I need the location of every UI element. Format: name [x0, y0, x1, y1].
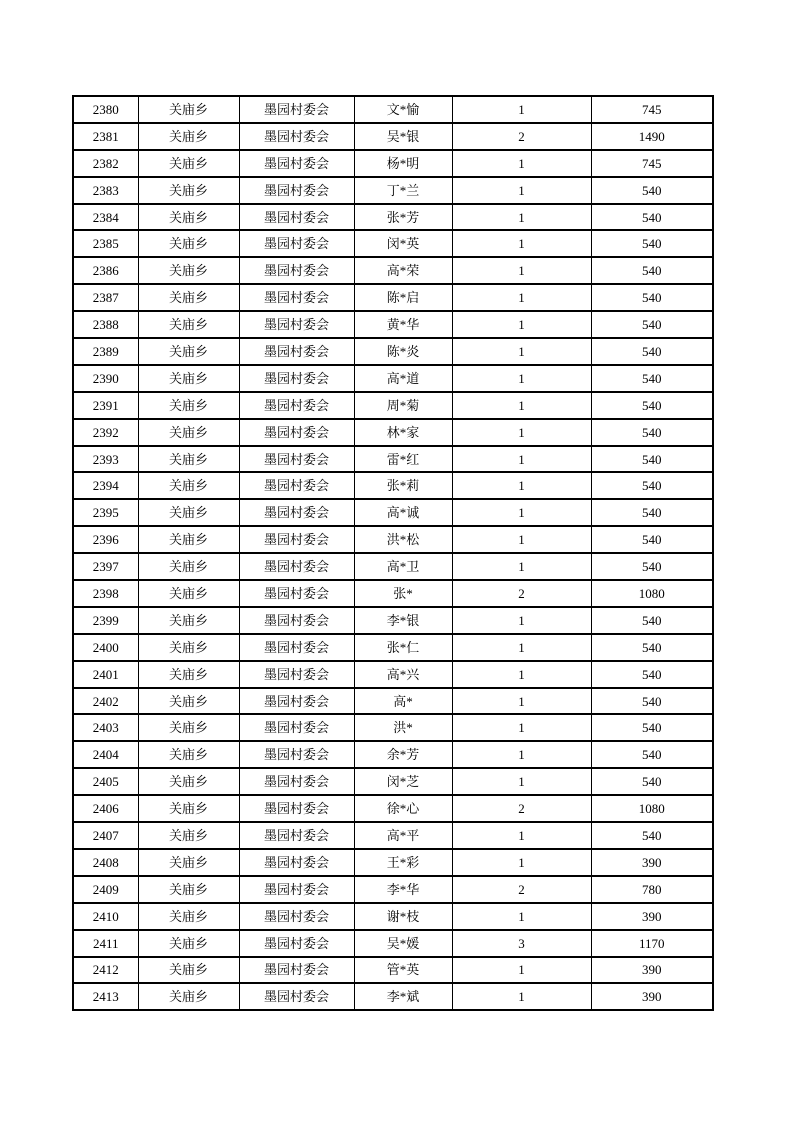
count-cell: 2 [452, 580, 591, 607]
township-cell: 关庙乡 [138, 876, 239, 903]
village-committee-cell: 墨园村委会 [239, 338, 354, 365]
township-cell: 关庙乡 [138, 768, 239, 795]
serial-number-cell: 2411 [73, 930, 138, 957]
serial-number-cell: 2393 [73, 446, 138, 473]
township-cell: 关庙乡 [138, 392, 239, 419]
township-cell: 关庙乡 [138, 688, 239, 715]
township-cell: 关庙乡 [138, 311, 239, 338]
amount-cell: 1490 [591, 123, 713, 150]
count-cell: 1 [452, 311, 591, 338]
table-row [73, 419, 713, 446]
serial-number-cell: 2387 [73, 284, 138, 311]
table-row [73, 661, 713, 688]
serial-number-cell: 2410 [73, 903, 138, 930]
count-cell: 1 [452, 607, 591, 634]
count-cell: 1 [452, 230, 591, 257]
amount-cell: 540 [591, 634, 713, 661]
table-row [73, 876, 713, 903]
count-cell: 1 [452, 150, 591, 177]
amount-cell: 540 [591, 661, 713, 688]
person-name-cell: 李*华 [354, 876, 452, 903]
person-name-cell: 林*家 [354, 419, 452, 446]
person-name-cell: 张*仁 [354, 634, 452, 661]
count-cell: 1 [452, 849, 591, 876]
person-name-cell: 雷*红 [354, 446, 452, 473]
count-cell: 1 [452, 472, 591, 499]
township-cell: 关庙乡 [138, 96, 239, 123]
count-cell: 2 [452, 876, 591, 903]
table-row [73, 257, 713, 284]
village-committee-cell: 墨园村委会 [239, 499, 354, 526]
serial-number-cell: 2399 [73, 607, 138, 634]
amount-cell: 540 [591, 446, 713, 473]
table-row [73, 714, 713, 741]
amount-cell: 540 [591, 257, 713, 284]
person-name-cell: 王*彩 [354, 849, 452, 876]
count-cell: 1 [452, 96, 591, 123]
person-name-cell: 杨*明 [354, 150, 452, 177]
village-committee-cell: 墨园村委会 [239, 419, 354, 446]
amount-cell: 390 [591, 983, 713, 1010]
village-committee-cell: 墨园村委会 [239, 204, 354, 231]
table-row [73, 150, 713, 177]
person-name-cell: 谢*枝 [354, 903, 452, 930]
person-name-cell: 高*诚 [354, 499, 452, 526]
serial-number-cell: 2396 [73, 526, 138, 553]
serial-number-cell: 2406 [73, 795, 138, 822]
township-cell: 关庙乡 [138, 150, 239, 177]
village-committee-cell: 墨园村委会 [239, 957, 354, 984]
amount-cell: 540 [591, 607, 713, 634]
count-cell: 1 [452, 365, 591, 392]
person-name-cell: 张*莉 [354, 472, 452, 499]
person-name-cell: 管*英 [354, 957, 452, 984]
amount-cell: 1080 [591, 795, 713, 822]
amount-cell: 540 [591, 419, 713, 446]
serial-number-cell: 2385 [73, 230, 138, 257]
township-cell: 关庙乡 [138, 930, 239, 957]
amount-cell: 540 [591, 365, 713, 392]
amount-cell: 390 [591, 957, 713, 984]
table-row [73, 230, 713, 257]
count-cell: 1 [452, 553, 591, 580]
table-row [73, 204, 713, 231]
village-committee-cell: 墨园村委会 [239, 526, 354, 553]
amount-cell: 540 [591, 284, 713, 311]
village-committee-cell: 墨园村委会 [239, 392, 354, 419]
table-row [73, 365, 713, 392]
count-cell: 1 [452, 446, 591, 473]
township-cell: 关庙乡 [138, 526, 239, 553]
village-committee-cell: 墨园村委会 [239, 580, 354, 607]
person-name-cell: 吴*媛 [354, 930, 452, 957]
table-row [73, 688, 713, 715]
amount-cell: 540 [591, 499, 713, 526]
village-committee-cell: 墨园村委会 [239, 123, 354, 150]
amount-cell: 540 [591, 553, 713, 580]
amount-cell: 540 [591, 688, 713, 715]
count-cell: 1 [452, 983, 591, 1010]
township-cell: 关庙乡 [138, 230, 239, 257]
village-committee-cell: 墨园村委会 [239, 284, 354, 311]
amount-cell: 390 [591, 903, 713, 930]
serial-number-cell: 2404 [73, 741, 138, 768]
village-committee-cell: 墨园村委会 [239, 661, 354, 688]
table-row [73, 553, 713, 580]
table-row [73, 580, 713, 607]
serial-number-cell: 2413 [73, 983, 138, 1010]
amount-cell: 540 [591, 338, 713, 365]
township-cell: 关庙乡 [138, 419, 239, 446]
count-cell: 2 [452, 795, 591, 822]
person-name-cell: 李*银 [354, 607, 452, 634]
table-row [73, 634, 713, 661]
township-cell: 关庙乡 [138, 257, 239, 284]
serial-number-cell: 2392 [73, 419, 138, 446]
table-row [73, 311, 713, 338]
village-committee-cell: 墨园村委会 [239, 849, 354, 876]
count-cell: 1 [452, 419, 591, 446]
serial-number-cell: 2402 [73, 688, 138, 715]
township-cell: 关庙乡 [138, 741, 239, 768]
amount-cell: 745 [591, 96, 713, 123]
person-name-cell: 洪*松 [354, 526, 452, 553]
table-row [73, 177, 713, 204]
person-name-cell: 高* [354, 688, 452, 715]
village-committee-cell: 墨园村委会 [239, 741, 354, 768]
table-row [73, 499, 713, 526]
table-row [73, 472, 713, 499]
table-row [73, 822, 713, 849]
village-committee-cell: 墨园村委会 [239, 634, 354, 661]
village-committee-cell: 墨园村委会 [239, 553, 354, 580]
table-row [73, 957, 713, 984]
table-row [73, 284, 713, 311]
table-row [73, 930, 713, 957]
amount-cell: 780 [591, 876, 713, 903]
count-cell: 1 [452, 688, 591, 715]
table-row [73, 446, 713, 473]
village-committee-cell: 墨园村委会 [239, 795, 354, 822]
person-name-cell: 余*芳 [354, 741, 452, 768]
serial-number-cell: 2386 [73, 257, 138, 284]
count-cell: 1 [452, 526, 591, 553]
serial-number-cell: 2384 [73, 204, 138, 231]
person-name-cell: 陈*炎 [354, 338, 452, 365]
table-row [73, 338, 713, 365]
village-committee-cell: 墨园村委会 [239, 446, 354, 473]
village-committee-cell: 墨园村委会 [239, 150, 354, 177]
count-cell: 1 [452, 338, 591, 365]
table-row [73, 849, 713, 876]
village-committee-cell: 墨园村委会 [239, 714, 354, 741]
township-cell: 关庙乡 [138, 499, 239, 526]
count-cell: 1 [452, 957, 591, 984]
person-name-cell: 徐*心 [354, 795, 452, 822]
count-cell: 3 [452, 930, 591, 957]
table-row [73, 392, 713, 419]
township-cell: 关庙乡 [138, 957, 239, 984]
serial-number-cell: 2407 [73, 822, 138, 849]
amount-cell: 540 [591, 472, 713, 499]
township-cell: 关庙乡 [138, 607, 239, 634]
township-cell: 关庙乡 [138, 661, 239, 688]
count-cell: 1 [452, 661, 591, 688]
serial-number-cell: 2395 [73, 499, 138, 526]
count-cell: 1 [452, 177, 591, 204]
amount-cell: 540 [591, 526, 713, 553]
person-name-cell: 闵*芝 [354, 768, 452, 795]
village-committee-cell: 墨园村委会 [239, 876, 354, 903]
amount-cell: 1080 [591, 580, 713, 607]
township-cell: 关庙乡 [138, 472, 239, 499]
serial-number-cell: 2383 [73, 177, 138, 204]
amount-cell: 540 [591, 177, 713, 204]
village-committee-cell: 墨园村委会 [239, 177, 354, 204]
township-cell: 关庙乡 [138, 849, 239, 876]
township-cell: 关庙乡 [138, 714, 239, 741]
serial-number-cell: 2381 [73, 123, 138, 150]
serial-number-cell: 2400 [73, 634, 138, 661]
serial-number-cell: 2398 [73, 580, 138, 607]
township-cell: 关庙乡 [138, 338, 239, 365]
township-cell: 关庙乡 [138, 123, 239, 150]
person-name-cell: 闵*英 [354, 230, 452, 257]
serial-number-cell: 2409 [73, 876, 138, 903]
village-committee-cell: 墨园村委会 [239, 472, 354, 499]
serial-number-cell: 2389 [73, 338, 138, 365]
village-committee-cell: 墨园村委会 [239, 768, 354, 795]
table-row [73, 607, 713, 634]
subsidy-table-body [73, 96, 713, 1010]
village-committee-cell: 墨园村委会 [239, 607, 354, 634]
count-cell: 1 [452, 741, 591, 768]
village-committee-cell: 墨园村委会 [239, 688, 354, 715]
township-cell: 关庙乡 [138, 365, 239, 392]
village-committee-cell: 墨园村委会 [239, 230, 354, 257]
township-cell: 关庙乡 [138, 177, 239, 204]
amount-cell: 540 [591, 768, 713, 795]
serial-number-cell: 2380 [73, 96, 138, 123]
table-row [73, 795, 713, 822]
serial-number-cell: 2403 [73, 714, 138, 741]
amount-cell: 540 [591, 230, 713, 257]
township-cell: 关庙乡 [138, 795, 239, 822]
person-name-cell: 丁*兰 [354, 177, 452, 204]
amount-cell: 540 [591, 204, 713, 231]
township-cell: 关庙乡 [138, 634, 239, 661]
township-cell: 关庙乡 [138, 284, 239, 311]
person-name-cell: 李*斌 [354, 983, 452, 1010]
serial-number-cell: 2405 [73, 768, 138, 795]
serial-number-cell: 2394 [73, 472, 138, 499]
person-name-cell: 高*平 [354, 822, 452, 849]
subsidy-table [72, 95, 714, 1011]
serial-number-cell: 2390 [73, 365, 138, 392]
amount-cell: 540 [591, 714, 713, 741]
village-committee-cell: 墨园村委会 [239, 903, 354, 930]
amount-cell: 1170 [591, 930, 713, 957]
table-row [73, 768, 713, 795]
count-cell: 1 [452, 257, 591, 284]
person-name-cell: 吴*银 [354, 123, 452, 150]
village-committee-cell: 墨园村委会 [239, 822, 354, 849]
township-cell: 关庙乡 [138, 983, 239, 1010]
person-name-cell: 文*愉 [354, 96, 452, 123]
village-committee-cell: 墨园村委会 [239, 365, 354, 392]
table-row [73, 526, 713, 553]
village-committee-cell: 墨园村委会 [239, 257, 354, 284]
person-name-cell: 洪* [354, 714, 452, 741]
serial-number-cell: 2412 [73, 957, 138, 984]
person-name-cell: 张*芳 [354, 204, 452, 231]
township-cell: 关庙乡 [138, 903, 239, 930]
serial-number-cell: 2408 [73, 849, 138, 876]
village-committee-cell: 墨园村委会 [239, 311, 354, 338]
village-committee-cell: 墨园村委会 [239, 983, 354, 1010]
serial-number-cell: 2401 [73, 661, 138, 688]
amount-cell: 540 [591, 392, 713, 419]
township-cell: 关庙乡 [138, 446, 239, 473]
count-cell: 1 [452, 903, 591, 930]
count-cell: 2 [452, 123, 591, 150]
person-name-cell: 黄*华 [354, 311, 452, 338]
serial-number-cell: 2382 [73, 150, 138, 177]
count-cell: 1 [452, 768, 591, 795]
person-name-cell: 陈*启 [354, 284, 452, 311]
person-name-cell: 高*卫 [354, 553, 452, 580]
amount-cell: 540 [591, 741, 713, 768]
count-cell: 1 [452, 714, 591, 741]
township-cell: 关庙乡 [138, 580, 239, 607]
amount-cell: 390 [591, 849, 713, 876]
table-row [73, 96, 713, 123]
table-row [73, 983, 713, 1010]
township-cell: 关庙乡 [138, 822, 239, 849]
person-name-cell: 高*荣 [354, 257, 452, 284]
township-cell: 关庙乡 [138, 204, 239, 231]
person-name-cell: 张* [354, 580, 452, 607]
table-row [73, 741, 713, 768]
amount-cell: 540 [591, 311, 713, 338]
amount-cell: 745 [591, 150, 713, 177]
count-cell: 1 [452, 284, 591, 311]
table-row [73, 123, 713, 150]
count-cell: 1 [452, 392, 591, 419]
count-cell: 1 [452, 822, 591, 849]
person-name-cell: 高*道 [354, 365, 452, 392]
village-committee-cell: 墨园村委会 [239, 96, 354, 123]
township-cell: 关庙乡 [138, 553, 239, 580]
serial-number-cell: 2397 [73, 553, 138, 580]
count-cell: 1 [452, 499, 591, 526]
amount-cell: 540 [591, 822, 713, 849]
serial-number-cell: 2388 [73, 311, 138, 338]
table-row [73, 903, 713, 930]
village-committee-cell: 墨园村委会 [239, 930, 354, 957]
person-name-cell: 周*菊 [354, 392, 452, 419]
serial-number-cell: 2391 [73, 392, 138, 419]
count-cell: 1 [452, 634, 591, 661]
count-cell: 1 [452, 204, 591, 231]
person-name-cell: 高*兴 [354, 661, 452, 688]
